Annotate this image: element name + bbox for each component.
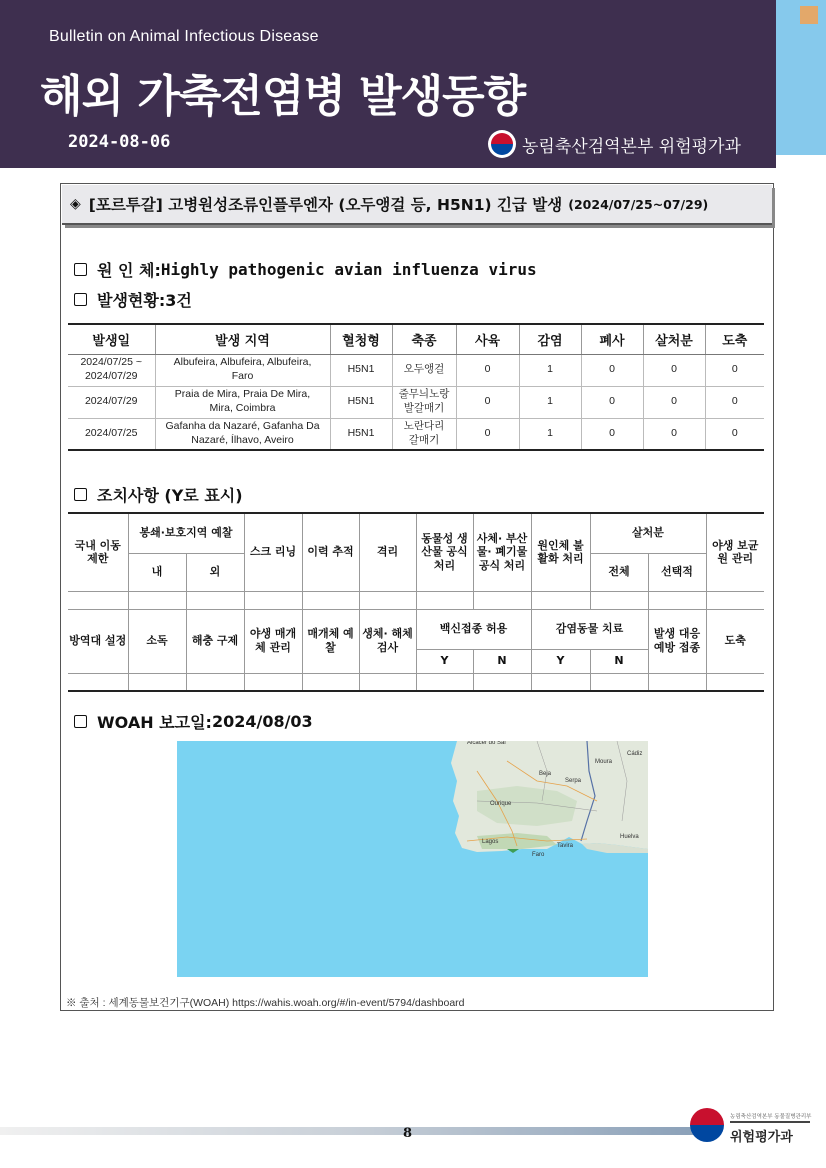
table-row — [68, 386, 764, 418]
cell-infected: 1 — [519, 354, 581, 386]
cell-dead: 0 — [581, 354, 643, 386]
cell-infected: 1 — [519, 386, 581, 418]
measures-value-row — [68, 591, 764, 609]
map-label: Faro — [532, 852, 545, 858]
measure-subheader: N — [590, 649, 648, 673]
checkbox-square-icon — [74, 715, 87, 728]
taegeuk-logo-icon — [488, 130, 516, 158]
woah-line — [74, 710, 313, 733]
cell-species — [392, 354, 456, 386]
col-header: 사육 — [456, 324, 519, 354]
map-label: Tavira — [557, 843, 574, 849]
map-label: Moura — [595, 759, 613, 765]
cell-region — [155, 386, 330, 418]
table-row — [68, 418, 764, 450]
cell-serotype: H5N1 — [330, 354, 392, 386]
woah-label: WOAH 보고일: — [97, 713, 212, 732]
cell-dead: 0 — [581, 386, 643, 418]
woah-value: 2024/08/03 — [211, 712, 313, 731]
map-land-svg — [177, 741, 648, 977]
cell-raised: 0 — [456, 386, 519, 418]
measure-subheader: 선택적 — [648, 553, 706, 591]
measure-header: 살처분 — [590, 513, 706, 553]
map-label: Lagos — [482, 839, 499, 845]
taegeuk-logo-icon — [690, 1108, 724, 1142]
measure-header: 발생 대응 예방 접종 — [648, 609, 706, 673]
measure-header: 감염동물 치료 — [531, 609, 648, 649]
checkbox-square-icon — [74, 293, 87, 306]
cell-region-line: Albufeira, Albufeira, Albufeira, — [173, 356, 312, 369]
cell-slaughtered: 0 — [705, 386, 764, 418]
measure-header: 야생 보균원 관리 — [706, 513, 764, 591]
cell-date: 2024/07/25 — [68, 418, 155, 450]
measure-header: 방역대 설정 — [68, 609, 128, 673]
cell-region-line: Gafanha da Nazaré, Gafanha Da — [165, 420, 320, 433]
measures-header-row — [68, 609, 764, 649]
measure-header: 봉쇄·보호지역 예찰 — [128, 513, 244, 553]
cell-region — [155, 354, 330, 386]
section-period: (2024/07/25~07/29) — [568, 196, 709, 212]
map-label: Cádiz — [627, 751, 643, 757]
cell-region-line: Mira, Coimbra — [209, 402, 276, 414]
measures-value-row — [68, 673, 764, 691]
measure-subheader: Y — [531, 649, 590, 673]
cell-region-line: Faro — [231, 370, 254, 382]
pathogen-label: 원 인 체: — [97, 261, 161, 280]
status-line — [74, 288, 192, 311]
map-label: Ourique — [490, 801, 512, 807]
footer-line — [0, 1127, 700, 1135]
pathogen-value: Highly pathogenic avian influenza virus — [160, 260, 537, 279]
col-header: 살처분 — [643, 324, 705, 354]
measure-header: 국내 이동 제한 — [68, 513, 128, 591]
checkbox-square-icon — [74, 488, 87, 501]
col-header: 폐사 — [581, 324, 643, 354]
cell-region-line: Nazaré, Ílhavo, Aveiro — [191, 433, 294, 446]
col-header: 감염 — [519, 324, 581, 354]
measure-header: 동물성 생산물 공식 처리 — [416, 513, 473, 591]
measure-subheader: 외 — [186, 553, 244, 591]
measure-subheader: 전체 — [590, 553, 648, 591]
cell-species-line: 줄무늬노랑 — [398, 388, 450, 401]
measure-header: 사체· 부산물· 폐기물 공식 처리 — [473, 513, 531, 591]
cell-raised: 0 — [456, 354, 519, 386]
col-header: 도축 — [705, 324, 764, 354]
cell-species-line: 발갈매기 — [403, 402, 445, 414]
measure-header: 매개체 예찰 — [302, 609, 359, 673]
map-label: Alcácer do Sal — [467, 741, 506, 746]
cell-slaughtered: 0 — [705, 354, 764, 386]
map-label: Huelva — [620, 834, 639, 840]
col-header: 축종 — [392, 324, 456, 354]
page-number: 8 — [403, 1126, 413, 1141]
cell-serotype: H5N1 — [330, 418, 392, 450]
cell-dead: 0 — [581, 418, 643, 450]
measure-header: 해충 구제 — [186, 609, 244, 673]
cell-culled: 0 — [643, 418, 705, 450]
measure-header: 격리 — [359, 513, 416, 591]
measure-subheader: Y — [416, 649, 473, 673]
measures-table — [68, 512, 764, 692]
col-header: 발생 지역 — [155, 324, 330, 354]
cell-species — [392, 418, 456, 450]
diamond-bullet-icon: ◈ — [70, 196, 81, 212]
cell-date-line: 2024/07/29 — [84, 370, 138, 382]
map-label: Beja — [539, 771, 552, 777]
section-title — [62, 185, 772, 225]
outbreak-table — [68, 323, 764, 451]
status-value: 3건 — [165, 291, 192, 310]
cell-slaughtered: 0 — [705, 418, 764, 450]
main-title: 해외 가축전염병 발생동향 — [40, 71, 526, 122]
cell-culled: 0 — [643, 354, 705, 386]
map-label: Serpa — [565, 778, 582, 784]
cell-region-line: Praia de Mira, Praia De Mira, — [174, 388, 311, 401]
measures-header-row — [68, 513, 764, 553]
measure-header: 생체· 해체 검사 — [359, 609, 416, 673]
bulletin-title: Bulletin on Animal Infectious Disease — [49, 28, 319, 45]
cell-species-line: 오두앵걸 — [403, 363, 445, 376]
cell-date — [68, 354, 155, 386]
measure-header: 소독 — [128, 609, 186, 673]
section-title-text: [포르투갈] 고병원성조류인플루엔자 (오두앵걸 등, H5N1) 긴급 발생 — [88, 196, 563, 214]
cell-region — [155, 418, 330, 450]
cell-date-line: 2024/07/25 ~ — [80, 356, 143, 369]
pathogen-line — [74, 258, 537, 281]
measure-header: 야생 매개체 관리 — [244, 609, 302, 673]
measure-subheader: N — [473, 649, 531, 673]
org-name: 농림축산검역본부 위험평가과 — [522, 136, 741, 157]
col-header: 혈청형 — [330, 324, 392, 354]
table-row — [68, 354, 764, 386]
measures-label: 조치사항 (Y로 표시) — [97, 486, 243, 505]
col-header: 발생일 — [68, 324, 155, 354]
source-note: ※ 출처 : 세계동물보건기구(WOAH) https://wahis.woah.org/#/in-event/5794/dashboard — [66, 997, 465, 1009]
table-header-row — [68, 324, 764, 354]
measure-header: 스크 리닝 — [244, 513, 302, 591]
measures-line — [74, 483, 243, 506]
cell-species-line: 노란다리 — [403, 420, 445, 433]
cell-species-line: 갈매기 — [408, 433, 440, 446]
measure-subheader: 내 — [128, 553, 186, 591]
measure-header: 백신접종 허용 — [416, 609, 531, 649]
cell-species — [392, 386, 456, 418]
footer-org-name: 위험평가과 — [730, 1130, 793, 1145]
measure-header: 원인체 불활화 처리 — [531, 513, 590, 591]
org-block — [488, 130, 741, 158]
footer-divider — [730, 1121, 810, 1123]
measure-header: 도축 — [706, 609, 764, 673]
cell-culled: 0 — [643, 386, 705, 418]
checkbox-square-icon — [74, 263, 87, 276]
outbreak-map — [177, 741, 648, 977]
cell-raised: 0 — [456, 418, 519, 450]
cell-infected: 1 — [519, 418, 581, 450]
cell-date: 2024/07/29 — [68, 386, 155, 418]
header-accent-square — [800, 6, 818, 24]
measure-header: 이력 추적 — [302, 513, 359, 591]
cell-serotype: H5N1 — [330, 386, 392, 418]
footer-org-small: 농림축산검역본부 동물질병관리부 — [730, 1114, 812, 1120]
report-date: 2024-08-06 — [68, 132, 171, 152]
status-label: 발생현황: — [97, 291, 166, 310]
